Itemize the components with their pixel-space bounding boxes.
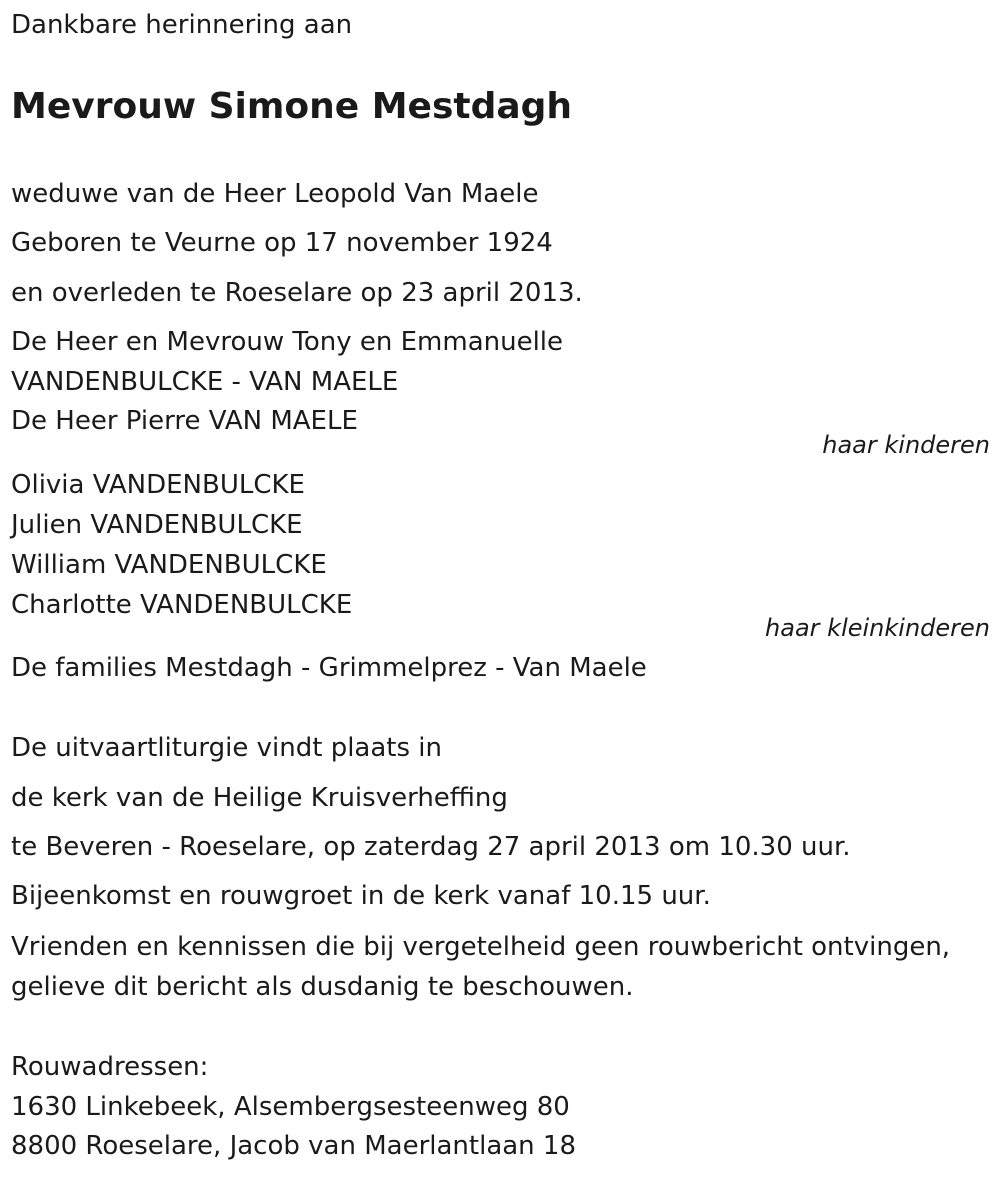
death-text: en overleden te Roeselare op 23 april 2013. [11,278,583,308]
grandchild-line: William VANDENBULCKE [11,550,327,580]
grandchildren-label: haar kleinkinderen [765,614,990,642]
grandchild-line: Olivia VANDENBULCKE [11,470,305,500]
funeral-line: de kerk van de Heilige Kruisverheffing [11,783,508,813]
deceased-name: Mevrouw Simone Mestdagh [11,86,573,127]
address-line: 8800 Roeselare, Jacob van Maerlantlaan 18 [11,1131,577,1161]
child-line: VANDENBULCKE - VAN MAELE [11,367,399,397]
birth-text: Geboren te Veurne op 17 november 1924 [11,228,553,258]
families-text: De families Mestdagh - Grimmelprez - Van Maele [11,653,647,683]
address-line: 1630 Linkebeek, Alsembergsesteenweg 80 [11,1092,570,1122]
funeral-line: te Beveren - Roeselare, op zaterdag 27 april 2013 om 10.30 uur. [11,832,851,862]
notice-line: Vrienden en kennissen die bij vergetelheid geen rouwbericht ontvingen, [11,932,951,962]
notice-line: gelieve dit bericht als dusdanig te beschouwen. [11,972,634,1002]
widow-of-text: weduwe van de Heer Leopold Van Maele [11,179,539,209]
children-label: haar kinderen [822,431,990,459]
child-line: De Heer Pierre VAN MAELE [11,406,358,436]
intro-text: Dankbare herinnering aan [11,10,353,40]
grandchild-line: Julien VANDENBULCKE [11,510,303,540]
grandchild-line: Charlotte VANDENBULCKE [11,590,353,620]
funeral-line: Bijeenkomst en rouwgroet in de kerk vanaf 10.15 uur. [11,881,711,911]
addresses-heading: Rouwadressen: [11,1052,209,1082]
funeral-line: De uitvaartliturgie vindt plaats in [11,733,443,763]
child-line: De Heer en Mevrouw Tony en Emmanuelle [11,327,564,357]
